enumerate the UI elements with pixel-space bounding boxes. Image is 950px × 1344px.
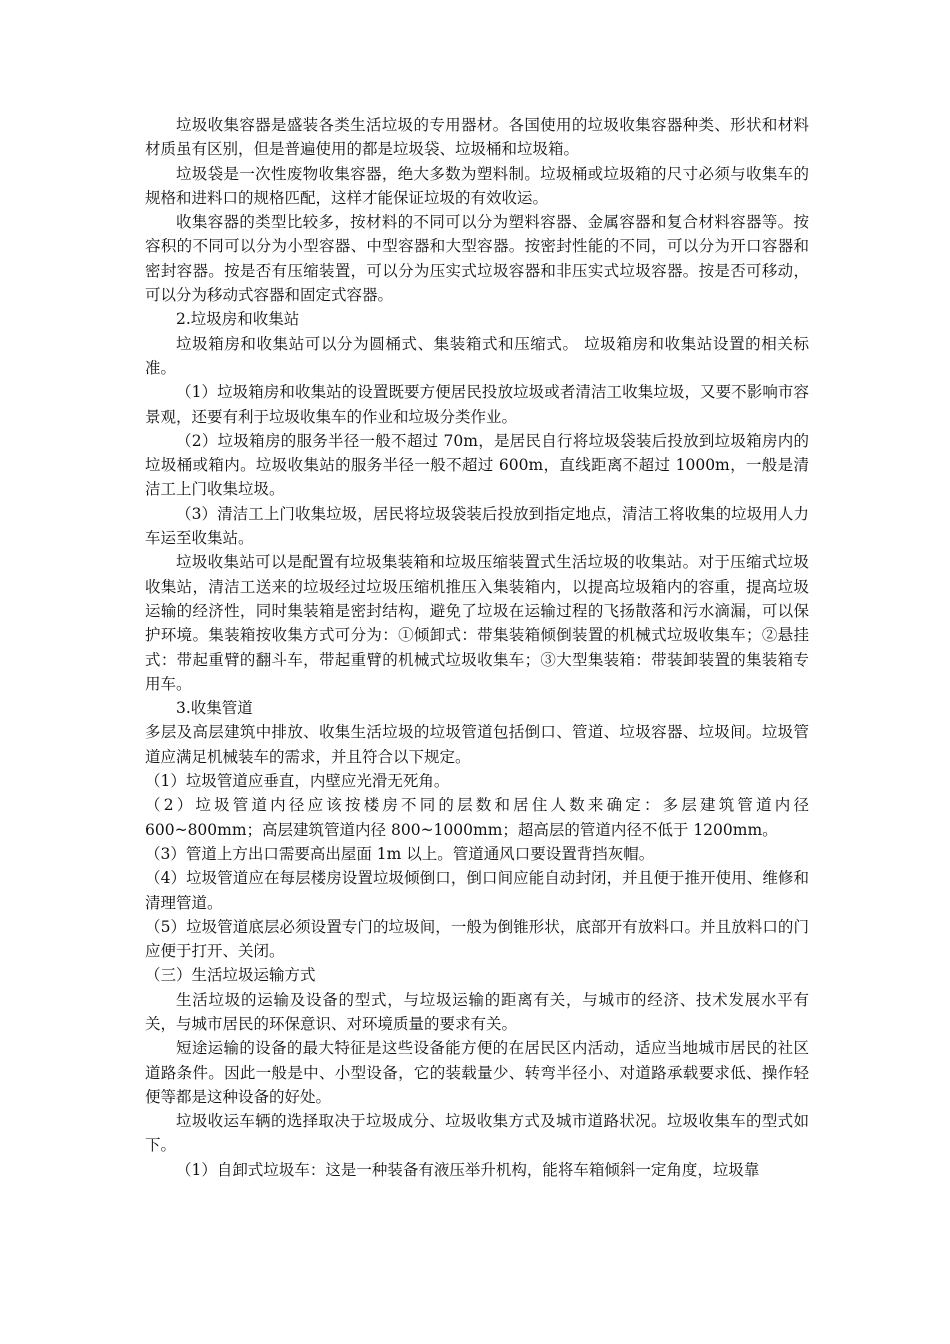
paragraph-vehicle-selection: 垃圾收运车辆的选择取决于垃圾成分、垃圾收集方式及城市道路状况。垃圾收集车的型式如下。 [145, 1112, 809, 1155]
paragraph-station-rule-3: （3）清洁工上门收集垃圾，居民将垃圾袋装后投放到指定地点，清洁工将收集的垃圾用人力车运至收集站。 [145, 504, 809, 548]
section-heading-garbage-house: 2.垃圾房和收集站 [176, 310, 300, 329]
paragraph-dump-truck: （1）自卸式垃圾车：这是一种装备有液压举升机构，能将车箱倾斜一定角度，垃圾靠 [176, 1160, 760, 1179]
paragraph-pipe-rule-2: （2）垃圾管道内径应该按楼房不同的层数和居住人数来确定：多层建筑管道内径 600~800mm；高层建筑管道内径 800~1000mm；超高层的管道内径不低于 1200mm。 [145, 796, 809, 839]
paragraph-pipe-intro: 多层及高层建筑中排放、收集生活垃圾的垃圾管道包括倒口、管道、垃圾容器、垃圾间。垃圾管道应满足机械装车的需求，并且符合以下规定。 [145, 723, 809, 766]
paragraph-pipe-rule-3: （3）管道上方出口需要高出屋面 1m 以上。管道通风口要设置背挡灰帽。 [145, 844, 655, 863]
paragraph-short-transport: 短途运输的设备的最大特征是这些设备能方便的在居民区内活动，适应当地城市居民的社区道路条件。因此一般是中、小型设备，它的装载量少、转弯半径小、对道路承载要求低、操作轻便等都是这种设备的好处。 [145, 1039, 809, 1106]
paragraph-station-rule-1: （1）垃圾箱房和收集站的设置既要方便居民投放垃圾或者清洁工收集垃圾，又要不影响市容景观，还要有利于垃圾收集车的作业和垃圾分类作业。 [145, 383, 809, 426]
paragraph-container-types: 收集容器的类型比较多，按材料的不同可以分为塑料容器、金属容器和复合材料容器等。按容积的不同可以分为小型容器、中型容器和大型容器。按密封性能的不同，可以分为开口容器和密封容器。按是否有压缩装置，可以分为压实式垃圾容器和非压实式垃圾容器。按是否可移动，可以分为移动式容器和固定式容器。 [145, 213, 809, 305]
paragraph-garbage-bag: 垃圾袋是一次性废物收集容器，绝大多数为塑料制。垃圾桶或垃圾箱的尺寸必须与收集车的规格和进料口的规格匹配，这样才能保证垃圾的有效收运。 [145, 164, 809, 207]
paragraph-pipe-rule-1: （1）垃圾管道应垂直，内壁应光滑无死角。 [145, 772, 450, 791]
paragraph-pipe-rule-4: （4）垃圾管道应在每层楼房设置垃圾倾倒口，倒口间应能自动封闭，并且便于推开使用、维修和清理管道。 [145, 869, 809, 912]
section-heading-collection-pipe: 3.收集管道 [176, 699, 253, 718]
document-body [145, 113, 809, 1182]
paragraph-pipe-rule-5: （5）垃圾管道底层必须设置专门的垃圾间，一般为倒锥形状，底部开有放料口。并且放料口的门应便于打开、关闭。 [145, 917, 809, 961]
paragraph-transport-factors: 生活垃圾的运输及设备的型式，与垃圾运输的距离有关，与城市的经济、技术发展水平有关，与城市居民的环保意识、对环境质量的要求有关。 [145, 990, 809, 1033]
paragraph-container-intro: 垃圾收集容器是盛装各类生活垃圾的专用器材。各国使用的垃圾收集容器种类、形状和材料材质虽有区别，但是普遍使用的都是垃圾袋、垃圾桶和垃圾箱。 [145, 116, 809, 159]
paragraph-station-rule-2: （2）垃圾箱房的服务半径一般不超过 70m，是居民自行将垃圾袋装后投放到垃圾箱房内的垃圾桶或箱内。垃圾收集站的服务半径一般不超过 600m，直线距离不超过 1000m，一般是清洁工上门收集垃圾。 [145, 431, 809, 499]
section-heading-transport: （三）生活垃圾运输方式 [145, 966, 316, 985]
paragraph-compression-station: 垃圾收集站可以是配置有垃圾集装箱和垃圾压缩装置式生活垃圾的收集站。对于压缩式垃圾收集站，清洁工送来的垃圾经过垃圾压缩机推压入集装箱内，以提高垃圾箱内的容重，提高垃圾运输的经济性，同时集装箱是密封结构，避免了垃圾在运输过程的飞扬散落和污水滴漏，可以保护环境。集装箱按收集方式可分为：①倾卸式：带集装箱倾倒装置的机械式垃圾收集车；②悬挂式：带起重臂的翻斗车，带起重臂的机械式垃圾收集车；③大型集装箱：带装卸装置的集装箱专用车。 [145, 553, 809, 693]
paragraph-station-types: 垃圾箱房和收集站可以分为圆桶式、集装箱式和压缩式。 垃圾箱房和收集站设置的相关标准。 [145, 334, 809, 377]
